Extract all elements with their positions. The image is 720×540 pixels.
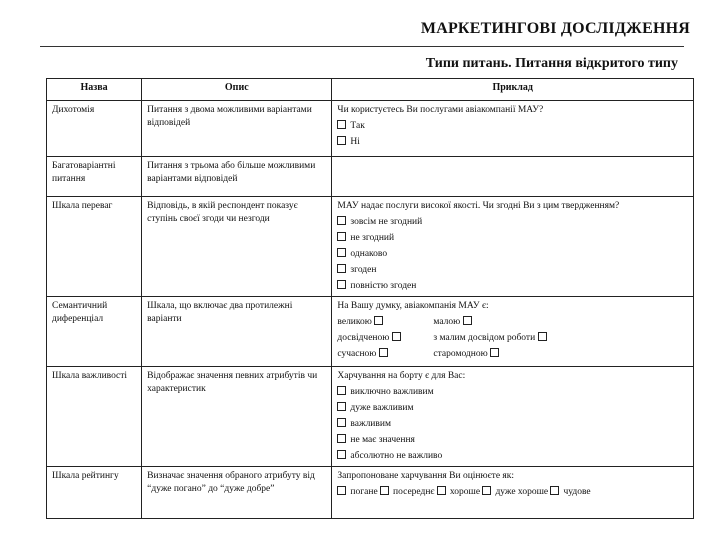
option-label: чудове (563, 487, 591, 497)
row-name: Багатоваріантні питання (47, 157, 142, 197)
checkbox-icon[interactable] (337, 434, 346, 443)
option-label: хороше (449, 487, 481, 497)
option-item: з малим досвідом роботи (433, 332, 583, 345)
option-item: важливим (337, 418, 688, 431)
checkbox-icon[interactable] (337, 280, 346, 289)
option-item: сучасною (337, 348, 433, 361)
option-item: Так (337, 120, 688, 133)
option-item: виключно важливим (337, 386, 688, 399)
page-title: МАРКЕТИНГОВІ ДОСЛІДЖЕННЯ (420, 20, 690, 37)
row-example (332, 101, 694, 157)
option-item: не має значення (337, 434, 688, 447)
checkbox-icon[interactable] (337, 120, 346, 129)
row-description: Відображає значення певних атрибутів чи характеристик (142, 367, 332, 467)
table-header-row (47, 79, 694, 101)
row-description: Відповідь, в якій респондент показує ступінь своєї згоди чи незгоди (142, 197, 332, 297)
option-item: згоден (337, 264, 688, 277)
row-name: Дихотомія (47, 101, 142, 157)
example-question: Чи користуєтесь Ви послугами авіакомпанії МАУ? (337, 105, 544, 115)
checkbox-icon[interactable] (379, 348, 388, 357)
question-types-table (46, 78, 694, 519)
checkbox-icon[interactable] (337, 216, 346, 225)
option-item: дуже важливим (337, 402, 688, 415)
table-row (47, 467, 694, 519)
option-item: не згодний (337, 232, 688, 245)
row-example (332, 367, 694, 467)
example-question: МАУ надає послуги високої якості. Чи згодні Ви з цим твердженням? (337, 201, 620, 211)
semantic-pairs (337, 316, 688, 361)
checkbox-icon[interactable] (374, 316, 383, 325)
row-description: Питання з трьома або більше можливими варіантами відповідей (142, 157, 332, 197)
checkbox-icon[interactable] (380, 486, 389, 495)
row-description: Визначає значення обраного атрибуту від “дуже погано” до “дуже добре” (142, 467, 332, 519)
row-description: Питання з двома можливими варіантами відповідей (142, 101, 332, 157)
option-item: досвідченою (337, 332, 433, 345)
row-example (332, 297, 694, 367)
table-row (47, 297, 694, 367)
option-item: зовсім не згодний (337, 216, 688, 229)
table-row (47, 367, 694, 467)
rating-options (337, 486, 688, 499)
row-description: Шкала, що включає два протилежні варіанти (142, 297, 332, 367)
example-question: Харчування на борту є для Вас: (337, 371, 466, 381)
option-item: повністю згоден (337, 280, 688, 293)
checkbox-icon[interactable] (482, 486, 491, 495)
checkbox-icon[interactable] (337, 450, 346, 459)
column-header-example: Приклад (332, 79, 694, 101)
checkbox-icon[interactable] (538, 332, 547, 341)
checkbox-icon[interactable] (463, 316, 472, 325)
checkbox-icon[interactable] (337, 486, 346, 495)
option-item: старомодною (433, 348, 583, 361)
table-row (47, 197, 694, 297)
checkbox-icon[interactable] (392, 332, 401, 341)
checkbox-icon[interactable] (437, 486, 446, 495)
option-item: великою (337, 316, 433, 329)
option-label: посереднє (393, 487, 435, 497)
column-header-name: Назва (47, 79, 142, 101)
option-item: Ні (337, 136, 688, 149)
checkbox-icon[interactable] (337, 264, 346, 273)
checkbox-icon[interactable] (337, 386, 346, 395)
checkbox-icon[interactable] (490, 348, 499, 357)
row-example (332, 467, 694, 519)
table-row (47, 101, 694, 157)
page-subtitle: Типи питань. Питання відкритого типу (425, 56, 678, 71)
checkbox-icon[interactable] (550, 486, 559, 495)
column-header-description: Опис (142, 79, 332, 101)
example-question: Запропоноване харчування Ви оцінюєте як: (337, 471, 515, 481)
option-item: малою (433, 316, 583, 329)
checkbox-icon[interactable] (337, 402, 346, 411)
checkbox-icon[interactable] (337, 418, 346, 427)
option-item: однаково (337, 248, 688, 261)
table-row (47, 157, 694, 197)
option-label: погане (350, 487, 378, 497)
title-divider (40, 46, 684, 47)
checkbox-icon[interactable] (337, 232, 346, 241)
row-name: Шкала важливості (47, 367, 142, 467)
checkbox-icon[interactable] (337, 248, 346, 257)
option-label: дуже хороше (495, 487, 549, 497)
example-question: На Вашу думку, авіакомпанія МАУ є: (337, 301, 489, 311)
option-item: абсолютно не важливо (337, 450, 688, 463)
row-name: Шкала переваг (47, 197, 142, 297)
row-name: Шкала рейтингу (47, 467, 142, 519)
row-example (332, 157, 694, 197)
row-name: Семантичний диференціал (47, 297, 142, 367)
checkbox-icon[interactable] (337, 136, 346, 145)
row-example (332, 197, 694, 297)
